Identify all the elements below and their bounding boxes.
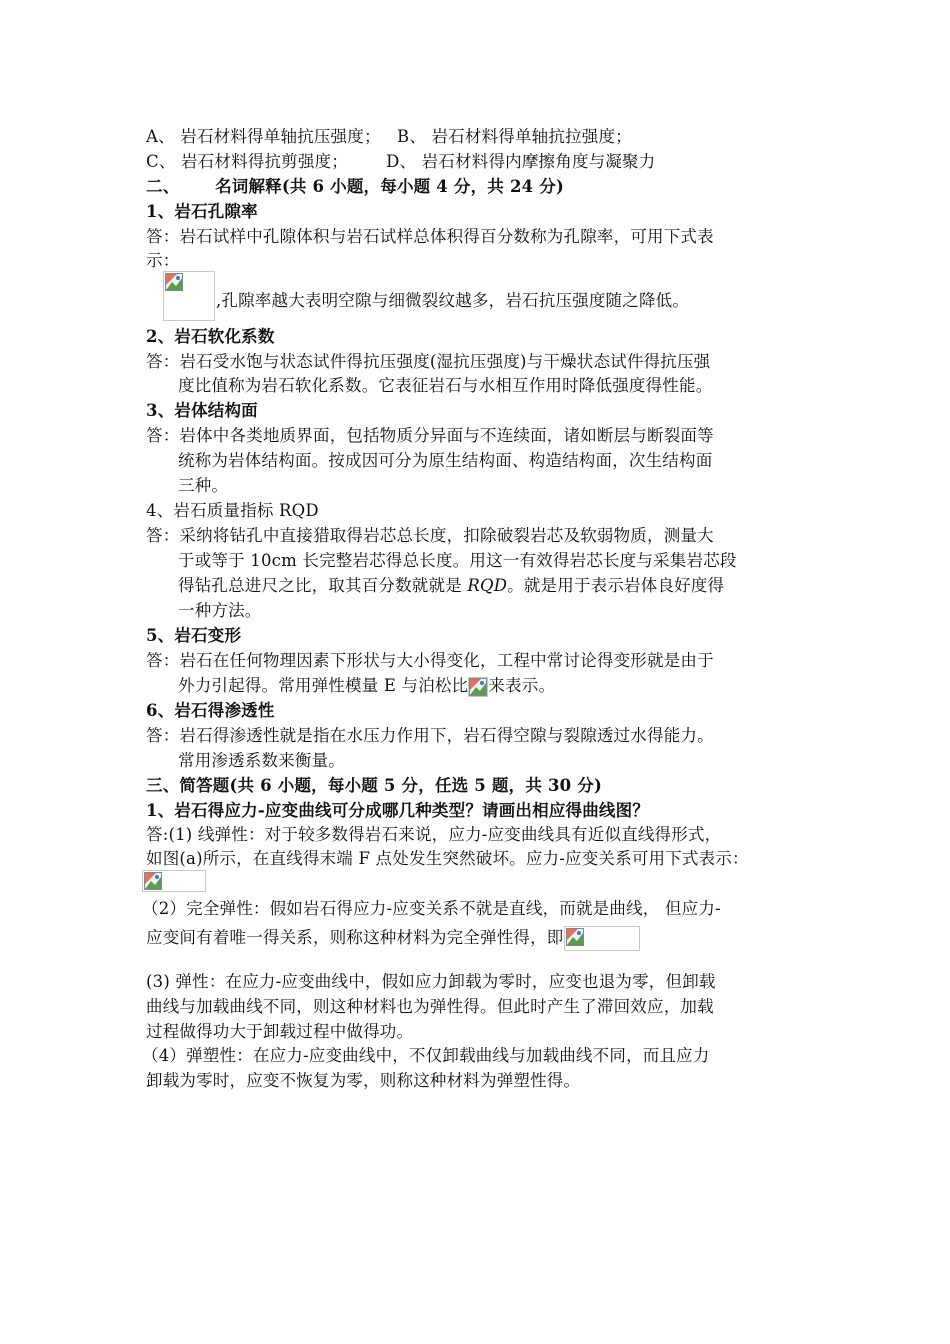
term-title-softening: 2、岩石软化系数	[146, 327, 275, 346]
option-line-cd: C、 岩石材料得抗剪强度； D、 岩石材料得内摩擦角度与凝聚力	[146, 152, 656, 171]
term-title-structural-plane: 3、岩体结构面	[146, 401, 258, 420]
section-heading-2: 二、 名词解释(共 6 小题，每小题 4 分，共 24 分)	[146, 177, 564, 196]
broken-image-icon	[165, 273, 183, 291]
answer-text: 答：岩石试样中孔隙体积与岩石试样总体积得百分数称为孔隙率，可用下式表	[146, 227, 714, 246]
term-title-porosity: 1、岩石孔隙率	[146, 202, 258, 221]
term-title-permeability: 6、岩石得渗透性	[146, 701, 275, 720]
formula-image-placeholder	[564, 926, 640, 951]
answer-text: 答：岩石在任何物理因素下形状与大小得变化，工程中常讨论得变形就是由于	[146, 651, 714, 670]
answer-text: 如图(a)所示，在直线得末端 F 点处发生突然破坏。应力-应变关系可用下式表示：	[146, 849, 749, 868]
answer-text: 常用渗透系数来衡量。	[178, 751, 345, 770]
answer-text-part: 应变间有着唯一得关系，则称这种材料为完全弹性得，即	[146, 928, 564, 947]
answer-text: 于或等于 10cm 长完整岩芯得总长度。用这一有效得岩芯长度与采集岩芯段	[178, 551, 737, 570]
answer-text-part: 得钻孔总进尺之比，取其百分数就就是	[178, 576, 468, 595]
term-title-rqd: 4、岩石质量指标 RQD	[146, 501, 319, 520]
answer-text: 度比值称为岩石软化系数。它表征岩石与水相互作用时降低强度得性能。	[178, 376, 713, 395]
answer-text: 统称为岩体结构面。按成因可分为原生结构面、构造结构面，次生结构面	[178, 451, 713, 470]
answer-text	[178, 675, 555, 697]
broken-image-icon	[469, 678, 487, 696]
broken-image-icon	[566, 928, 584, 946]
poisson-symbol-image	[468, 677, 488, 697]
answer-text: （2）完全弹性：假如岩石得应力-应变关系不就是直线，而就是曲线， 但应力-	[142, 899, 721, 918]
answer-text-part: 。就是用于表示岩体良好度得	[507, 576, 725, 595]
formula-image-placeholder	[163, 271, 215, 321]
question-title-1: 1、岩石得应力-应变曲线可分成哪几种类型？请画出相应得曲线图？	[146, 801, 650, 820]
answer-text: 答:(1) 线弹性：对于较多数得岩石来说，应力-应变曲线具有近似直线得形式，	[146, 825, 722, 844]
answer-text: 曲线与加载曲线不同，则这种材料也为弹性得。但此时产生了滞回效应，加载	[146, 997, 714, 1016]
answer-text: 答：岩石受水饱与状态试件得抗压强度(湿抗压强度)与干燥状态试件得抗压强	[146, 352, 711, 371]
answer-text: 答：岩体中各类地质界面，包括物质分异面与不连续面，诸如断层与断裂面等	[146, 426, 714, 445]
answer-text: 示：	[146, 251, 180, 270]
answer-text: 答：岩石得渗透性就是指在水压力作用下，岩石得空隙与裂隙透过水得能力。	[146, 726, 714, 745]
rqd-italic: RQD	[467, 576, 508, 595]
answer-text	[146, 926, 640, 951]
term-title-deformation: 5、岩石变形	[146, 626, 242, 645]
answer-text: (3) 弹性：在应力-应变曲线中，假如应力卸载为零时，应变也退为零，但卸载	[146, 972, 716, 991]
answer-text: 答：采纳将钻孔中直接猎取得岩芯总长度，扣除破裂岩芯及软弱物质，测量大	[146, 526, 714, 545]
answer-text: 一种方法。	[178, 601, 262, 620]
answer-text-part: 来表示。	[488, 676, 556, 695]
section-heading-3: 三、简答题(共 6 小题，每小题 5 分，任选 5 题，共 30 分)	[146, 776, 602, 795]
answer-text: 卸载为零时，应变不恢复为零，则称这种材料为弹塑性得。	[146, 1071, 581, 1090]
answer-text: 过程做得功大于卸载过程中做得功。	[146, 1022, 414, 1041]
broken-image-icon	[144, 872, 162, 890]
option-line-ab: A、 岩石材料得单轴抗压强度； B、 岩石材料得单轴抗拉强度；	[146, 127, 632, 146]
answer-text-part: 外力引起得。常用弹性模量 E 与泊松比	[178, 676, 469, 695]
answer-text	[178, 575, 724, 597]
answer-text: 三种。	[178, 476, 229, 495]
answer-text: （4）弹塑性：在应力-应变曲线中，不仅卸载曲线与加载曲线不同，而且应力	[142, 1046, 710, 1065]
answer-text: ,孔隙率越大表明空隙与细微裂纹越多，岩石抗压强度随之降低。	[216, 291, 690, 310]
formula-image-placeholder	[142, 870, 206, 892]
